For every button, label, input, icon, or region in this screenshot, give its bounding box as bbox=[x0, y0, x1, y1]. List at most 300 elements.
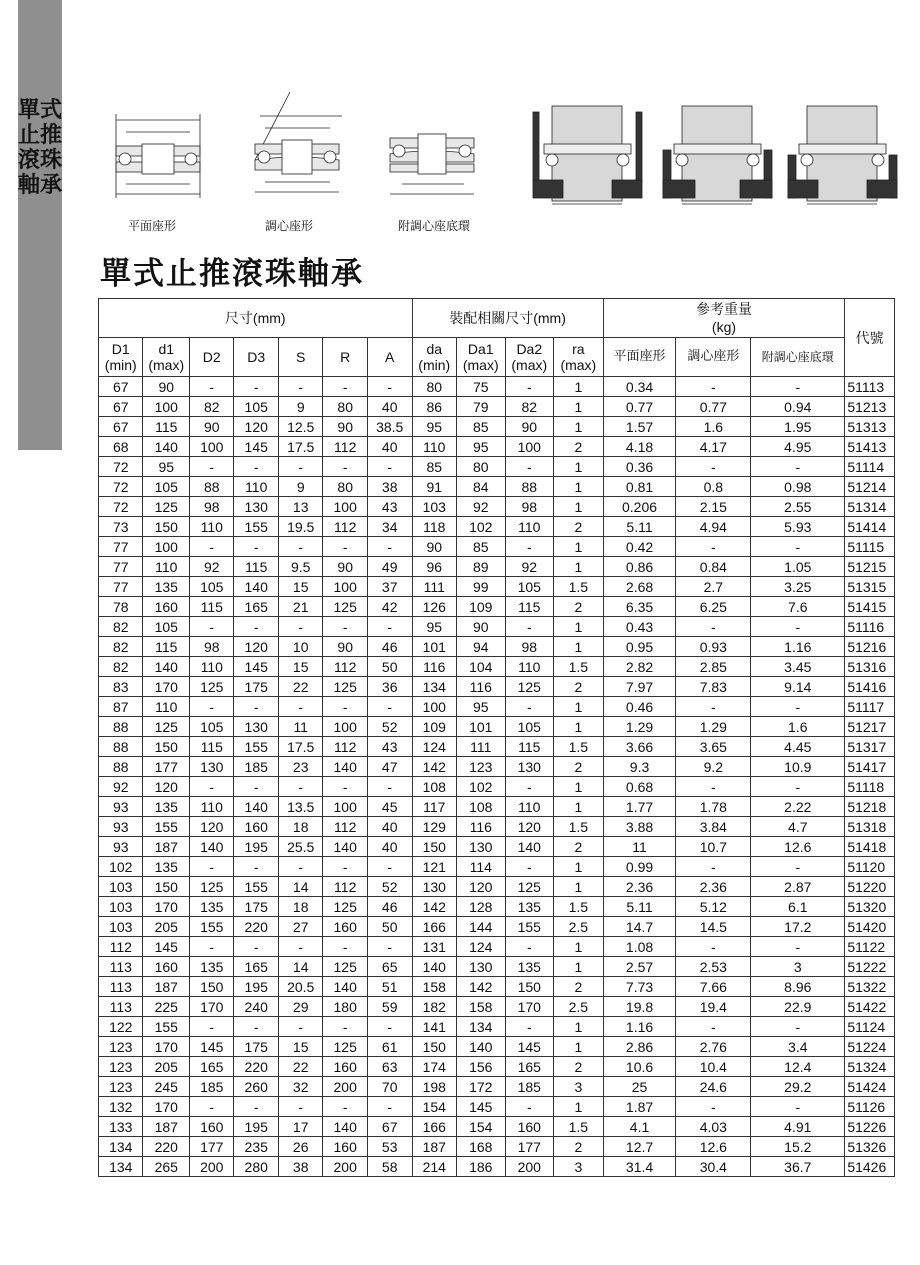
table-cell: - bbox=[367, 1097, 412, 1117]
table-cell: 104 bbox=[456, 657, 505, 677]
table-cell: - bbox=[367, 1017, 412, 1037]
table-cell: 40 bbox=[367, 437, 412, 457]
table-cell: - bbox=[505, 1097, 554, 1117]
table-cell: 3.45 bbox=[751, 657, 845, 677]
table-cell: 109 bbox=[456, 597, 505, 617]
table-cell: 4.18 bbox=[603, 437, 676, 457]
table-cell: 117 bbox=[412, 797, 456, 817]
col-header bbox=[412, 338, 456, 377]
table-cell: 150 bbox=[143, 517, 190, 537]
table-cell: 142 bbox=[456, 977, 505, 997]
aligning-seat-drawing bbox=[230, 90, 355, 200]
table-cell: 141 bbox=[412, 1017, 456, 1037]
table-cell: 32 bbox=[278, 1077, 322, 1097]
bearing-code-cell: 51318 bbox=[845, 817, 895, 837]
table-cell: 87 bbox=[99, 697, 143, 717]
table-cell: 19.5 bbox=[278, 517, 322, 537]
mounting-drawing-3 bbox=[785, 100, 900, 210]
table-cell: 100 bbox=[323, 797, 367, 817]
table-cell: 90 bbox=[323, 557, 367, 577]
table-cell: 101 bbox=[412, 637, 456, 657]
table-cell: - bbox=[323, 857, 367, 877]
col-header-label: 平面座形 bbox=[613, 349, 666, 364]
bearing-code-cell: 51217 bbox=[845, 717, 895, 737]
table-cell: - bbox=[190, 697, 234, 717]
table-cell: - bbox=[323, 777, 367, 797]
table-cell: 20.5 bbox=[278, 977, 322, 997]
table-cell: 225 bbox=[143, 997, 190, 1017]
table-cell: 90 bbox=[505, 417, 554, 437]
table-cell: 1.5 bbox=[554, 737, 604, 757]
table-cell: 108 bbox=[412, 777, 456, 797]
table-cell: 125 bbox=[505, 677, 554, 697]
table-cell: 1.95 bbox=[751, 417, 845, 437]
table-cell: 51 bbox=[367, 977, 412, 997]
table-cell: - bbox=[234, 1017, 278, 1037]
table-cell: 1.05 bbox=[751, 557, 845, 577]
bearing-code-cell: 51118 bbox=[845, 777, 895, 797]
table-cell: - bbox=[676, 937, 751, 957]
table-cell: - bbox=[278, 617, 322, 637]
table-cell: 170 bbox=[190, 997, 234, 1017]
table-cell: 15.2 bbox=[751, 1137, 845, 1157]
bearing-code-cell: 51120 bbox=[845, 857, 895, 877]
table-cell: 110 bbox=[143, 697, 190, 717]
col-header bbox=[190, 338, 234, 377]
table-cell: 125 bbox=[143, 497, 190, 517]
table-row bbox=[99, 1017, 895, 1037]
table-cell: 58 bbox=[367, 1157, 412, 1177]
table-cell: 38 bbox=[367, 477, 412, 497]
table-cell: 160 bbox=[505, 1117, 554, 1137]
table-cell: 235 bbox=[234, 1137, 278, 1157]
bearing-code-cell: 51422 bbox=[845, 997, 895, 1017]
col-header-sublabel: (min) bbox=[104, 357, 137, 373]
table-cell: 2.5 bbox=[554, 997, 604, 1017]
table-cell: 158 bbox=[456, 997, 505, 1017]
table-cell: 134 bbox=[456, 1017, 505, 1037]
col-header-label: R bbox=[340, 349, 351, 365]
table-cell: 18 bbox=[278, 897, 322, 917]
table-cell: 90 bbox=[190, 417, 234, 437]
table-cell: 160 bbox=[143, 597, 190, 617]
table-cell: 1 bbox=[554, 877, 604, 897]
table-cell: 245 bbox=[143, 1077, 190, 1097]
table-cell: 43 bbox=[367, 737, 412, 757]
table-cell: 49 bbox=[367, 557, 412, 577]
table-cell: 4.95 bbox=[751, 437, 845, 457]
table-cell: 125 bbox=[323, 597, 367, 617]
table-cell: 1 bbox=[554, 1097, 604, 1117]
col-header bbox=[751, 338, 845, 377]
table-row bbox=[99, 997, 895, 1017]
table-cell: 0.36 bbox=[603, 457, 676, 477]
table-cell: 3.65 bbox=[676, 737, 751, 757]
table-cell: 144 bbox=[456, 917, 505, 937]
table-cell: 1 bbox=[554, 537, 604, 557]
table-cell: 2.87 bbox=[751, 877, 845, 897]
table-cell: - bbox=[278, 1017, 322, 1037]
col-header bbox=[234, 338, 278, 377]
table-cell: 25.5 bbox=[278, 837, 322, 857]
table-cell: 280 bbox=[234, 1157, 278, 1177]
table-cell: 112 bbox=[323, 437, 367, 457]
table-cell: 120 bbox=[143, 777, 190, 797]
table-cell: 50 bbox=[367, 917, 412, 937]
col-header-sublabel: (min) bbox=[418, 357, 451, 373]
table-cell: 2.7 bbox=[676, 577, 751, 597]
table-cell: 14 bbox=[278, 877, 322, 897]
table-cell: 72 bbox=[99, 477, 143, 497]
table-cell: 90 bbox=[143, 377, 190, 397]
table-cell: 115 bbox=[505, 737, 554, 757]
table-cell: - bbox=[751, 457, 845, 477]
table-cell: 100 bbox=[323, 497, 367, 517]
table-cell: 10.7 bbox=[676, 837, 751, 857]
col-header-sublabel: (max) bbox=[462, 357, 499, 373]
col-header bbox=[143, 338, 190, 377]
table-cell: 82 bbox=[505, 397, 554, 417]
table-cell: 12.5 bbox=[278, 417, 322, 437]
table-cell: 128 bbox=[456, 897, 505, 917]
table-cell: 115 bbox=[143, 417, 190, 437]
table-cell: 89 bbox=[456, 557, 505, 577]
table-cell: 114 bbox=[456, 857, 505, 877]
table-cell: 125 bbox=[505, 877, 554, 897]
table-cell: - bbox=[751, 537, 845, 557]
table-cell: 13 bbox=[278, 497, 322, 517]
table-cell: 160 bbox=[190, 1117, 234, 1137]
table-cell: 134 bbox=[99, 1157, 143, 1177]
table-row bbox=[99, 1137, 895, 1157]
table-row bbox=[99, 717, 895, 737]
table-cell: 77 bbox=[99, 557, 143, 577]
table-cell: 145 bbox=[234, 657, 278, 677]
table-row bbox=[99, 577, 895, 597]
table-cell: 10 bbox=[278, 637, 322, 657]
table-cell: 77 bbox=[99, 537, 143, 557]
table-cell: 3 bbox=[554, 1077, 604, 1097]
table-row bbox=[99, 557, 895, 577]
table-cell: 6.35 bbox=[603, 597, 676, 617]
table-row bbox=[99, 897, 895, 917]
table-cell: 19.4 bbox=[676, 997, 751, 1017]
table-cell: 9.3 bbox=[603, 757, 676, 777]
bearing-code-cell: 51416 bbox=[845, 677, 895, 697]
table-cell: 1 bbox=[554, 397, 604, 417]
table-cell: 0.84 bbox=[676, 557, 751, 577]
table-cell: 103 bbox=[99, 877, 143, 897]
table-cell: 105 bbox=[234, 397, 278, 417]
table-cell: 0.46 bbox=[603, 697, 676, 717]
table-cell: 1.5 bbox=[554, 817, 604, 837]
table-cell: - bbox=[367, 377, 412, 397]
table-row bbox=[99, 817, 895, 837]
table-cell: 1.6 bbox=[751, 717, 845, 737]
bearing-code-cell: 51218 bbox=[845, 797, 895, 817]
table-cell: 120 bbox=[234, 417, 278, 437]
table-cell: - bbox=[234, 857, 278, 877]
table-cell: 123 bbox=[99, 1037, 143, 1057]
group-code: 代號 bbox=[845, 299, 895, 377]
table-cell: 22.9 bbox=[751, 997, 845, 1017]
table-cell: 1 bbox=[554, 797, 604, 817]
bearing-code-cell: 51114 bbox=[845, 457, 895, 477]
table-cell: 140 bbox=[323, 837, 367, 857]
table-cell: 0.206 bbox=[603, 497, 676, 517]
table-cell: 8.96 bbox=[751, 977, 845, 997]
table-cell: - bbox=[190, 537, 234, 557]
table-cell: 3.25 bbox=[751, 577, 845, 597]
table-cell: 102 bbox=[99, 857, 143, 877]
table-cell: 112 bbox=[99, 937, 143, 957]
table-cell: 112 bbox=[323, 817, 367, 837]
table-cell: 133 bbox=[99, 1117, 143, 1137]
table-cell: - bbox=[278, 377, 322, 397]
table-cell: 92 bbox=[456, 497, 505, 517]
table-cell: 177 bbox=[143, 757, 190, 777]
table-cell: 150 bbox=[143, 737, 190, 757]
table-cell: - bbox=[505, 457, 554, 477]
col-header bbox=[456, 338, 505, 377]
table-cell: 1 bbox=[554, 617, 604, 637]
table-cell: 130 bbox=[234, 497, 278, 517]
table-cell: 15 bbox=[278, 657, 322, 677]
table-cell: 2.55 bbox=[751, 497, 845, 517]
col-header bbox=[505, 338, 554, 377]
table-cell: - bbox=[676, 1017, 751, 1037]
col-header bbox=[554, 338, 604, 377]
table-cell: 214 bbox=[412, 1157, 456, 1177]
table-cell: 175 bbox=[234, 1037, 278, 1057]
table-cell: 4.91 bbox=[751, 1117, 845, 1137]
table-cell: 2 bbox=[554, 597, 604, 617]
table-cell: 53 bbox=[367, 1137, 412, 1157]
table-cell: 0.42 bbox=[603, 537, 676, 557]
table-cell: 182 bbox=[412, 997, 456, 1017]
col-header-label: D1 bbox=[111, 341, 130, 357]
table-cell: 110 bbox=[190, 797, 234, 817]
table-cell: 140 bbox=[234, 797, 278, 817]
table-cell: 110 bbox=[143, 557, 190, 577]
table-cell: - bbox=[367, 777, 412, 797]
col-header bbox=[99, 338, 143, 377]
table-cell: 200 bbox=[190, 1157, 234, 1177]
table-cell: - bbox=[278, 1097, 322, 1117]
table-cell: 113 bbox=[99, 997, 143, 1017]
table-row bbox=[99, 1157, 895, 1177]
table-cell: 3.4 bbox=[751, 1037, 845, 1057]
table-row bbox=[99, 917, 895, 937]
table-cell: 135 bbox=[190, 897, 234, 917]
table-cell: 200 bbox=[323, 1157, 367, 1177]
table-cell: 135 bbox=[505, 957, 554, 977]
table-cell: 1 bbox=[554, 377, 604, 397]
table-row bbox=[99, 397, 895, 417]
table-cell: 145 bbox=[234, 437, 278, 457]
table-cell: - bbox=[367, 857, 412, 877]
table-row bbox=[99, 797, 895, 817]
table-cell: 170 bbox=[143, 897, 190, 917]
table-cell: 1 bbox=[554, 417, 604, 437]
table-cell: 22 bbox=[278, 677, 322, 697]
table-cell: 52 bbox=[367, 877, 412, 897]
table-cell: - bbox=[190, 777, 234, 797]
table-cell: 150 bbox=[190, 977, 234, 997]
table-cell: 1 bbox=[554, 1037, 604, 1057]
table-cell: - bbox=[676, 377, 751, 397]
col-header bbox=[367, 338, 412, 377]
table-cell: - bbox=[323, 537, 367, 557]
table-cell: 3.84 bbox=[676, 817, 751, 837]
table-cell: 175 bbox=[234, 897, 278, 917]
table-cell: 92 bbox=[99, 777, 143, 797]
table-cell: 205 bbox=[143, 917, 190, 937]
table-cell: 2 bbox=[554, 677, 604, 697]
table-cell: 85 bbox=[412, 457, 456, 477]
table-cell: 120 bbox=[456, 877, 505, 897]
table-cell: 168 bbox=[456, 1137, 505, 1157]
table-cell: 198 bbox=[412, 1077, 456, 1097]
table-cell: 155 bbox=[190, 917, 234, 937]
bearing-code-cell: 51122 bbox=[845, 937, 895, 957]
table-cell: 103 bbox=[99, 897, 143, 917]
table-row bbox=[99, 857, 895, 877]
table-cell: 9.14 bbox=[751, 677, 845, 697]
col-header-label: ra bbox=[572, 341, 585, 357]
table-cell: 88 bbox=[99, 717, 143, 737]
col-header-label: 調心座形 bbox=[687, 349, 740, 364]
table-cell: 165 bbox=[190, 1057, 234, 1077]
table-cell: 155 bbox=[234, 737, 278, 757]
table-cell: 80 bbox=[323, 397, 367, 417]
table-cell: - bbox=[751, 617, 845, 637]
col-header-label: S bbox=[296, 349, 306, 365]
table-cell: 142 bbox=[412, 757, 456, 777]
table-cell: - bbox=[323, 377, 367, 397]
table-cell: 155 bbox=[234, 517, 278, 537]
table-cell: 82 bbox=[99, 657, 143, 677]
table-cell: 5.11 bbox=[603, 897, 676, 917]
table-cell: - bbox=[367, 617, 412, 637]
table-cell: 145 bbox=[143, 937, 190, 957]
table-cell: 90 bbox=[323, 637, 367, 657]
bearing-code-cell: 51426 bbox=[845, 1157, 895, 1177]
table-cell: 160 bbox=[323, 1057, 367, 1077]
table-cell: 100 bbox=[143, 397, 190, 417]
table-cell: 150 bbox=[505, 977, 554, 997]
table-cell: 90 bbox=[323, 417, 367, 437]
table-cell: 101 bbox=[456, 717, 505, 737]
table-cell: - bbox=[190, 377, 234, 397]
table-cell: 90 bbox=[456, 617, 505, 637]
table-cell: 140 bbox=[323, 1117, 367, 1137]
table-cell: 98 bbox=[505, 637, 554, 657]
table-cell: 118 bbox=[412, 517, 456, 537]
table-row bbox=[99, 1117, 895, 1137]
table-cell: 115 bbox=[505, 597, 554, 617]
table-cell: 80 bbox=[456, 457, 505, 477]
table-cell: 122 bbox=[99, 1017, 143, 1037]
caption-aligning-washer: 附調心座底環 bbox=[398, 219, 471, 233]
table-cell: 93 bbox=[99, 837, 143, 857]
table-row bbox=[99, 837, 895, 857]
table-cell: 2 bbox=[554, 1057, 604, 1077]
table-cell: - bbox=[676, 777, 751, 797]
table-cell: 98 bbox=[505, 497, 554, 517]
bearing-code-cell: 51313 bbox=[845, 417, 895, 437]
bearing-code-cell: 51414 bbox=[845, 517, 895, 537]
table-cell: 135 bbox=[143, 857, 190, 877]
table-cell: 84 bbox=[456, 477, 505, 497]
table-cell: 77 bbox=[99, 577, 143, 597]
table-cell: 158 bbox=[412, 977, 456, 997]
table-cell: 156 bbox=[456, 1057, 505, 1077]
table-cell: - bbox=[190, 1017, 234, 1037]
table-cell: 7.6 bbox=[751, 597, 845, 617]
table-cell: 25 bbox=[603, 1077, 676, 1097]
table-cell: 4.94 bbox=[676, 517, 751, 537]
spec-table bbox=[98, 298, 895, 1177]
table-cell: 95 bbox=[143, 457, 190, 477]
table-cell: 46 bbox=[367, 897, 412, 917]
table-cell: 1 bbox=[554, 717, 604, 737]
table-cell: 13.5 bbox=[278, 797, 322, 817]
table-cell: 177 bbox=[505, 1137, 554, 1157]
table-cell: 124 bbox=[456, 937, 505, 957]
table-cell: 38.5 bbox=[367, 417, 412, 437]
bearing-code-cell: 51420 bbox=[845, 917, 895, 937]
table-cell: 1 bbox=[554, 637, 604, 657]
table-cell: 140 bbox=[143, 657, 190, 677]
table-cell: 116 bbox=[456, 677, 505, 697]
table-cell: - bbox=[278, 457, 322, 477]
table-cell: 140 bbox=[456, 1037, 505, 1057]
table-cell: 100 bbox=[412, 697, 456, 717]
table-cell: 6.25 bbox=[676, 597, 751, 617]
table-cell: 2.22 bbox=[751, 797, 845, 817]
table-cell: - bbox=[676, 697, 751, 717]
table-cell: 1 bbox=[554, 697, 604, 717]
table-cell: 99 bbox=[456, 577, 505, 597]
table-cell: 115 bbox=[190, 597, 234, 617]
table-cell: - bbox=[751, 1017, 845, 1037]
table-cell: 1 bbox=[554, 557, 604, 577]
table-cell: 220 bbox=[234, 1057, 278, 1077]
table-cell: 72 bbox=[99, 457, 143, 477]
bearing-code-cell: 51226 bbox=[845, 1117, 895, 1137]
table-cell: 205 bbox=[143, 1057, 190, 1077]
table-cell: 18 bbox=[278, 817, 322, 837]
table-row bbox=[99, 657, 895, 677]
table-cell: 14.5 bbox=[676, 917, 751, 937]
table-cell: 0.43 bbox=[603, 617, 676, 637]
table-cell: 4.17 bbox=[676, 437, 751, 457]
table-cell: 155 bbox=[505, 917, 554, 937]
table-cell: - bbox=[323, 697, 367, 717]
table-cell: 2.5 bbox=[554, 917, 604, 937]
table-cell: - bbox=[367, 937, 412, 957]
table-cell: 187 bbox=[143, 977, 190, 997]
col-header-label: D3 bbox=[247, 349, 266, 365]
table-cell: 80 bbox=[412, 377, 456, 397]
table-cell: 100 bbox=[143, 537, 190, 557]
table-cell: 4.45 bbox=[751, 737, 845, 757]
table-cell: - bbox=[278, 857, 322, 877]
table-cell: - bbox=[234, 697, 278, 717]
table-cell: 1.16 bbox=[751, 637, 845, 657]
bearing-code-cell: 51215 bbox=[845, 557, 895, 577]
